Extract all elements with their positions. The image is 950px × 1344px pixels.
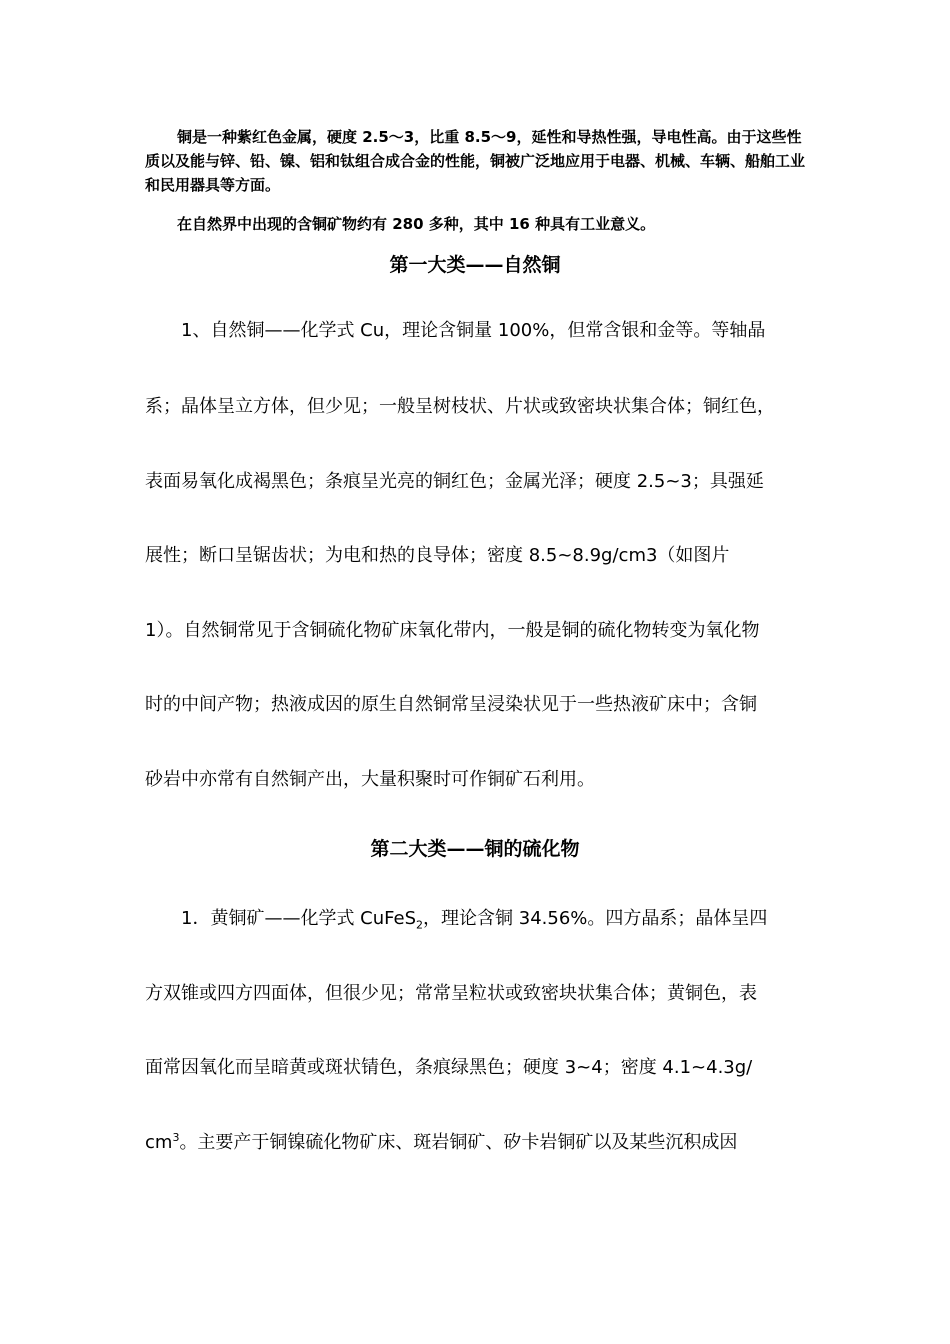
section-1-line: 表面易氧化成褐黑色；条痕呈光亮的铜红色；金属光泽；硬度 2.5~3；具强延 — [145, 471, 764, 492]
subscript: 2 — [416, 918, 424, 932]
superscript: 3 — [172, 1131, 180, 1144]
section-2-heading: 第二大类——铜的硫化物 — [370, 838, 580, 860]
section-1-line: 1）。自然铜常见于含铜硫化物矿床氧化带内，一般是铜的硫化物转变为氧化物 — [145, 620, 760, 641]
section-1-heading: 第一大类——自然铜 — [389, 254, 561, 276]
intro-paragraph-2: 在自然界中出现的含铜矿物约有 280 多种，其中 16 种具有工业意义。 — [177, 215, 656, 233]
section-2-line: 面常因氧化而呈暗黄或斑状锖色，条痕绿黑色；硬度 3~4；密度 4.1~4.3g/ — [145, 1057, 753, 1078]
section-2-line — [145, 1128, 737, 1154]
line-text: 。主要产于铜镍硫化物矿床、斑岩铜矿、矽卡岩铜矿以及某些沉积成因 — [179, 1132, 738, 1153]
section-2-line — [181, 904, 767, 932]
line-text: cm — [145, 1132, 173, 1153]
section-1-line: 系；晶体呈立方体，但少见；一般呈树枝状、片状或致密块状集合体；铜红色， — [145, 396, 775, 417]
section-1-line: 时的中间产物；热液成因的原生自然铜常呈浸染状见于一些热液矿床中；含铜 — [145, 694, 757, 715]
line-text: ，理论含铜 34.56%。四方晶系；晶体呈四 — [423, 908, 768, 929]
section-1-line: 砂岩中亦常有自然铜产出，大量积聚时可作铜矿石利用。 — [145, 769, 595, 790]
section-1-line: 展性；断口呈锯齿状；为电和热的良导体；密度 8.5~8.9g/cm3（如图片 — [145, 545, 730, 566]
section-1-line: 1、自然铜——化学式 Cu，理论含铜量 100%，但常含银和金等。等轴晶 — [181, 320, 766, 341]
section-2-line: 方双锥或四方四面体，但很少见；常常呈粒状或致密块状集合体；黄铜色，表 — [145, 983, 757, 1004]
line-text: 1．黄铜矿——化学式 CuFeS — [181, 908, 417, 929]
intro-paragraph-1: 铜是一种紫红色金属，硬度 2.5～3，比重 8.5～9，延性和导热性强，导电性高。由于这些性质以及能与锌、铅、镍、铝和钛组合成合金的性能，铜被广泛地应用于电器、机械、车辆、船舶工业和民用器具等方面。 — [145, 128, 806, 194]
